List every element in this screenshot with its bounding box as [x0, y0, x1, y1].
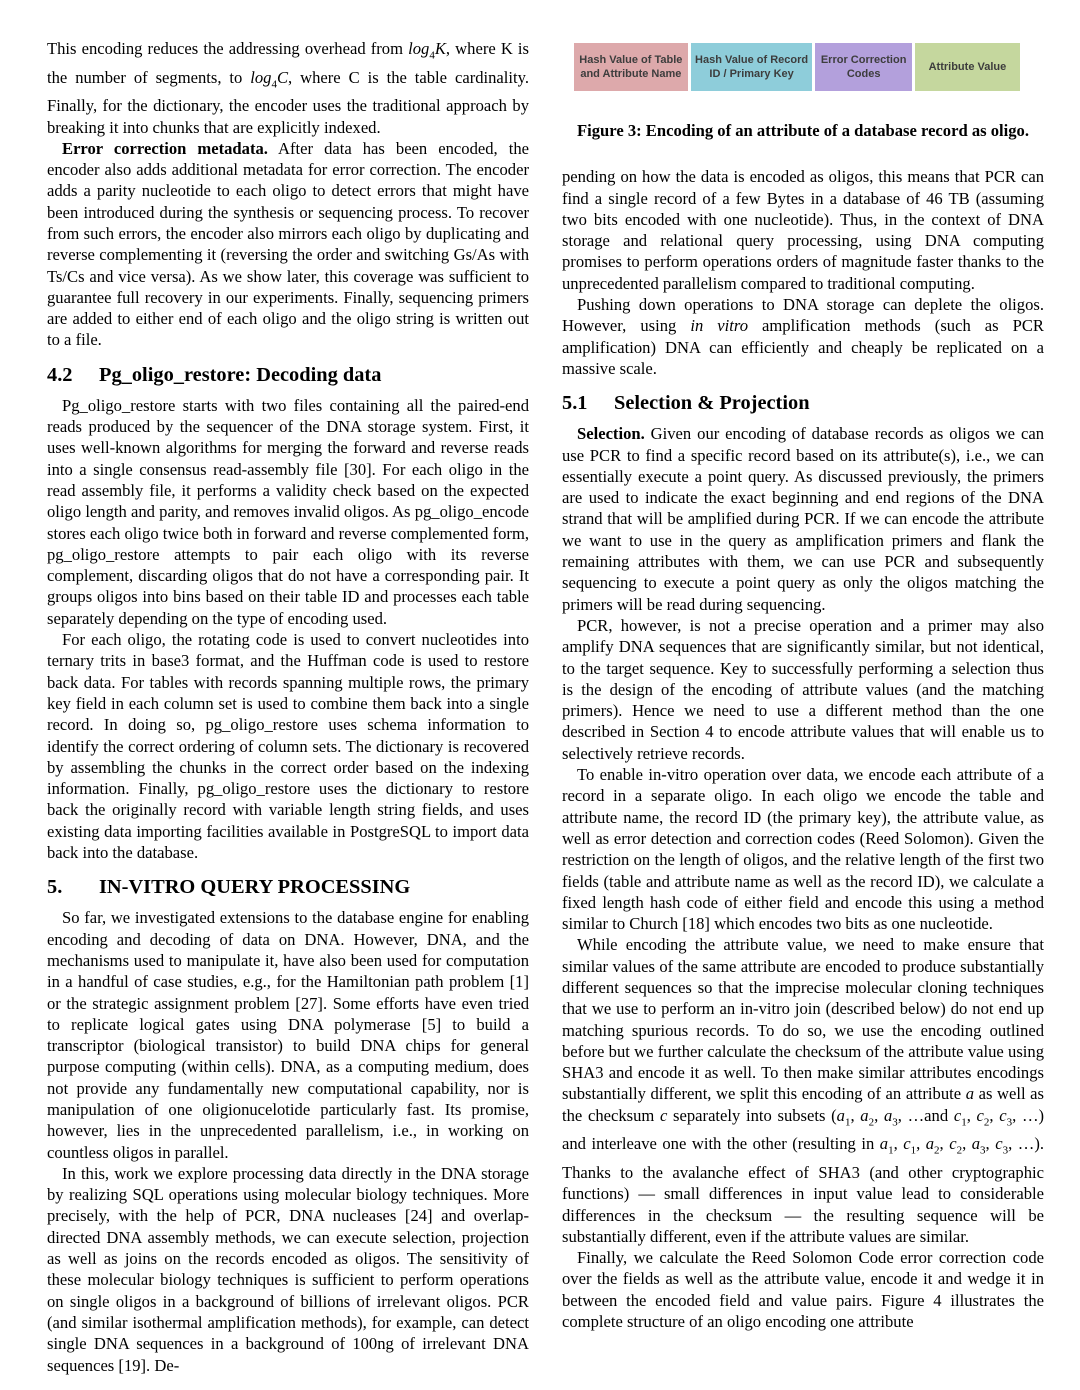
section-number: 4.2 — [47, 363, 73, 386]
section-number: 5.1 — [562, 392, 588, 415]
paragraph-selection: Selection. Given our encoding of database records as oligos we can use PCR to find a specific record based on its attribute(s), i.e., we can essentially execute a point query. As discussed previously, the primers are used to indicate the exact beginning and end regions of the DNA strand that will be amplified during PCR. If we can encode the attribute we want to use in the query as amplification primers and flank the remaining attributes with them, we can use PCR and subsequently sequencing to execute a point query as only the oligos matching the primers will be read during sequencing. — [562, 424, 1044, 614]
section-heading-4-2 — [47, 364, 529, 387]
paragraph-pushing-down: Pushing down operations to DNA storage can deplete the oligos. However, using in vitro amplification methods (such as PCR amplification) DNA can efficiently and cheaply be replicated on a massive scale. — [562, 295, 1044, 378]
left-column — [47, 38, 529, 1376]
paragraph-pending-pcr: pending on how the data is encoded as oligos, this means that PCR can find a single record of a few Bytes in a database of 46 TB (assuming two bits encoded with one nucleotide). Thus, in the context of DNA storage and relational query processing, using DNA computing promises to perform operations orders of magnitude faster thanks to the unprecedented parallelism compared to traditional computing. — [562, 167, 1044, 293]
paragraph-error-correction-metadata: Error correction metadata. After data has been encoded, the encoder also adds additional metadata for error correction. The encoder adds a parity nucleotide to each oligo to detect errors that might have been introduced during the synthesis or sequencing process. To recover from such errors, the encoder also mirrors each oligo by duplicating and reverse complementing it (reversing the order and switching Gs/As with Ts/Cs and vice versa). As we show later, this coverage was sufficient to guarantee full recovery in our experiments. Finally, sequencing primers are added to either end of each oligo and the oligo string is written out to a file. — [47, 138, 529, 350]
figure3-oligo-structure — [574, 43, 1020, 91]
paragraph-finally-reed-solomon: Finally, we calculate the Reed Solomon Code error correction code over the fields as well as the attribute value, encode it and wedge it in between the encoded field and value pairs. Figure 4 illustrates the complete structure of an oligo encoding one attribute — [562, 1248, 1044, 1332]
figure3-caption: Figure 3: Encoding of an attribute of a database record as oligo. — [576, 121, 1030, 140]
paragraph-in-this-work: In this, work we explore processing data directly in the DNA storage by realizing SQL operations using molecular biology techniques. More precisely, with the help of PCR, DNA nucleases [24] and overlap-directed DNA assembly methods, we can execute selection, projection as well as joins on the records encoded as oligos. The sensitivity of these molecular biology techniques is sufficient to perform operations on single oligos in a background of billions of irrelevant oligos. PCR (and similar isothermal amplification methods), for example, can detect single DNA sequences in a background of 100ng of irrelevant DNA sequences [19]. De- — [47, 1163, 529, 1375]
paragraph-so-far: So far, we investigated extensions to the database engine for enabling encoding and decoding of data on DNA. However, DNA, and the mechanisms used to manipulate it, have also been used for computation in a handful of case studies, e.g., for the Hamiltonian path problem [1] or the strategic assignment problem [27]. Some efforts have even tried to replicate logical gates using DNA polymerase [5] to build a transcriptor (biological transistor) to build DNA chips for general purpose computing (within cells). DNA, as a computing medium, does not provide any fundamentally new computational capability, nor is manipulation of one oligionucelotide particularly fast. Its promise, however, lies in the unprecedented parallelism, i.e., in working on countless oligos in parallel. — [47, 908, 529, 1162]
section-title: Selection & Projection — [614, 392, 810, 415]
paragraph-pg-oligo-restore-files: Pg_oligo_restore starts with two files containing all the paired-end reads produced by the sequencer of the DNA storage system. First, it uses well-known algorithms for merging the forward and reverse reads into a single consensus read-assembly file [30]. For each oligo in the read assembly file, it performs a validity check based on the expected oligo length and parity, and removes invalid oligos. As pg_oligo_encode stores each oligo twice both in forward and reverse complemented form, pg_oligo_restore attempts to pair each oligo with its reverse complement, discarding oligos that do not have a corresponding pair. It groups oligos into bins based on their table ID and processes each table separately depending on the type of encoding used. — [47, 395, 529, 628]
figure3-box-attribute-value: Attribute Value — [915, 43, 1020, 91]
figure3-box-hash-table-attribute: Hash Value of Table and Attribute Name — [574, 43, 688, 91]
right-column — [562, 43, 1044, 1332]
section-heading-5-1 — [562, 392, 1044, 415]
section-title: IN-VITRO QUERY PROCESSING — [99, 876, 411, 899]
paragraph-enable-invitro: To enable in-vitro operation over data, we encode each attribute of a record in a separate oligo. In each oligo we encode the table and attribute name, the record ID (the primary key), the attribute value, as well as error detection and correction codes (Reed Solomon). Given the restriction on the length of oligos, and the relative length of the first two fields (table and attribute name as well as the record ID), we calculate a fixed length hash code of either field and encode this using a method similar to Church [18] which encodes two bits as one nucleotide. — [562, 765, 1044, 934]
section-title: Pg_oligo_restore: Decoding data — [99, 363, 382, 386]
section-heading-5 — [47, 876, 529, 899]
figure3-box-error-correction-codes: Error Correction Codes — [815, 43, 911, 91]
paragraph-while-encoding: While encoding the attribute value, we need to make ensure that similar values of the same attribute are encoded to produce substantially different sequences so that the imprecise molecular cloning techniques that we use to perform an in-vitro join (described below) do not end up matching spurious records. To do so, we use the encoding outlined before but we further calculate the checksum of the attribute value using SHA3 and encode it as well. To then make similar attributes encodings substantially different, we split this encoding of an attribute a as well as the checksum c separately into subsets ($a_1$, $a_2$, $a_3$, …and $c_1$, $c_2$, $c_3$, …) and interleave one with the other (resulting in $a_1$, $c_1$, $a_2$, $c_2$, $a_3$, $c_3$, …). Thanks to the avalanche effect of SHA3 (and other cryptographic functions) — small differences in input value lead to considerable differences in the checksum — the resulting sequence will be substantially different, even if the attribute values are similar. — [562, 935, 1045, 1246]
paragraph-encoding-overhead: This encoding reduces the addressing overhead from $\log_4K$, where K is the number of segments, to $\log_4C$, where C is the table cardinality. Finally, for the dictionary, the encoder uses the traditional approach by breaking it into chunks that are explicitly indexed. — [47, 39, 530, 137]
section-number: 5. — [47, 876, 63, 899]
figure3-box-hash-record-id: Hash Value of Record ID / Primary Key — [691, 43, 813, 91]
paragraph-pcr-not-precise: PCR, however, is not a precise operation and a primer may also amplify DNA sequences that are significantly similar, but not identical, to the target sequence. Key to successfully performing a selection thus is the design of the encoding of attribute values (and the matching primers). Hence we need to use a different method than the one described in Section 4 to encode attribute values that will enable us to selectively retrieve records. — [562, 615, 1044, 763]
paragraph-rotating-code: For each oligo, the rotating code is used to convert nucleotides into ternary trits in base3 format, and the Huffman code is used to restore back data. For tables with records spanning multiple rows, the primary key field in each column set is used to combine them back into a single record. In doing so, pg_oligo_restore uses schema information to identify the correct ordering of column sets. The dictionary is recovered by assembling the chunks in the correct order based on the indexing information. Finally, pg_oligo_restore uses the dictionary to restore back the originally record with variable length string fields, and uses existing data importing facilities available in PostgreSQL to import data back into the database. — [47, 630, 529, 863]
figure3 — [562, 43, 1044, 141]
